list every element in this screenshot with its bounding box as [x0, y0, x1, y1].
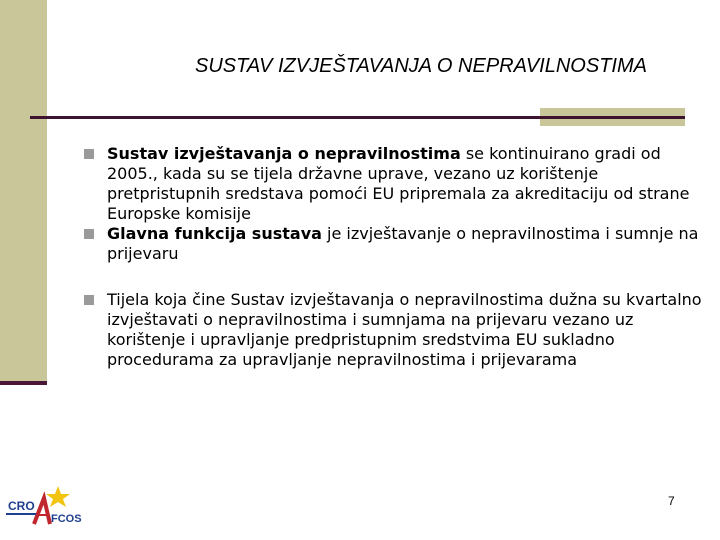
page-number: 7	[668, 494, 675, 508]
bullet-bold-text: Sustav izvještavanja o nepravilnostima	[107, 144, 461, 163]
bullet-bold-text: Glavna funkcija sustava	[107, 224, 322, 243]
crofcos-logo	[0, 484, 92, 526]
bullet-item	[84, 224, 714, 264]
bullet-text: je izvještavanje o nepravilnostima i sumnje na prijevaru	[107, 224, 699, 263]
bullet-item	[84, 290, 714, 370]
square-bullet-icon	[84, 149, 94, 159]
logo-text-right: FCOS	[51, 513, 82, 525]
left-band-accent-line	[0, 381, 47, 385]
slide-content	[84, 144, 714, 370]
logo-text-left: CRO	[8, 499, 35, 513]
square-bullet-icon	[84, 229, 94, 239]
bullet-text: Tijela koja čine Sustav izvještavanja o nepravilnostima dužna su kvartalno izvještavati o nepravilnostima i sumnjama na prijevaru vezano uz korištenje i upravljanje predpristupnim sredstvima EU sukladno procedurama za upravljanje nepravilnostima i prijevarama	[107, 290, 702, 369]
bullet-text: se kontinuirano gradi od 2005., kada su se tijela državne uprave, vezano uz korištenje pretpristupnih sredstava pomoći EU pripremala za akreditaciju od strane Europske komisije	[107, 144, 690, 223]
square-bullet-icon	[84, 295, 94, 305]
bullet-item	[84, 144, 714, 224]
slide-title: SUSTAV IZVJEŠTAVANJA O NEPRAVILNOSTIMA	[195, 55, 647, 77]
left-decorative-band	[0, 0, 47, 385]
title-divider-rule	[30, 116, 685, 119]
